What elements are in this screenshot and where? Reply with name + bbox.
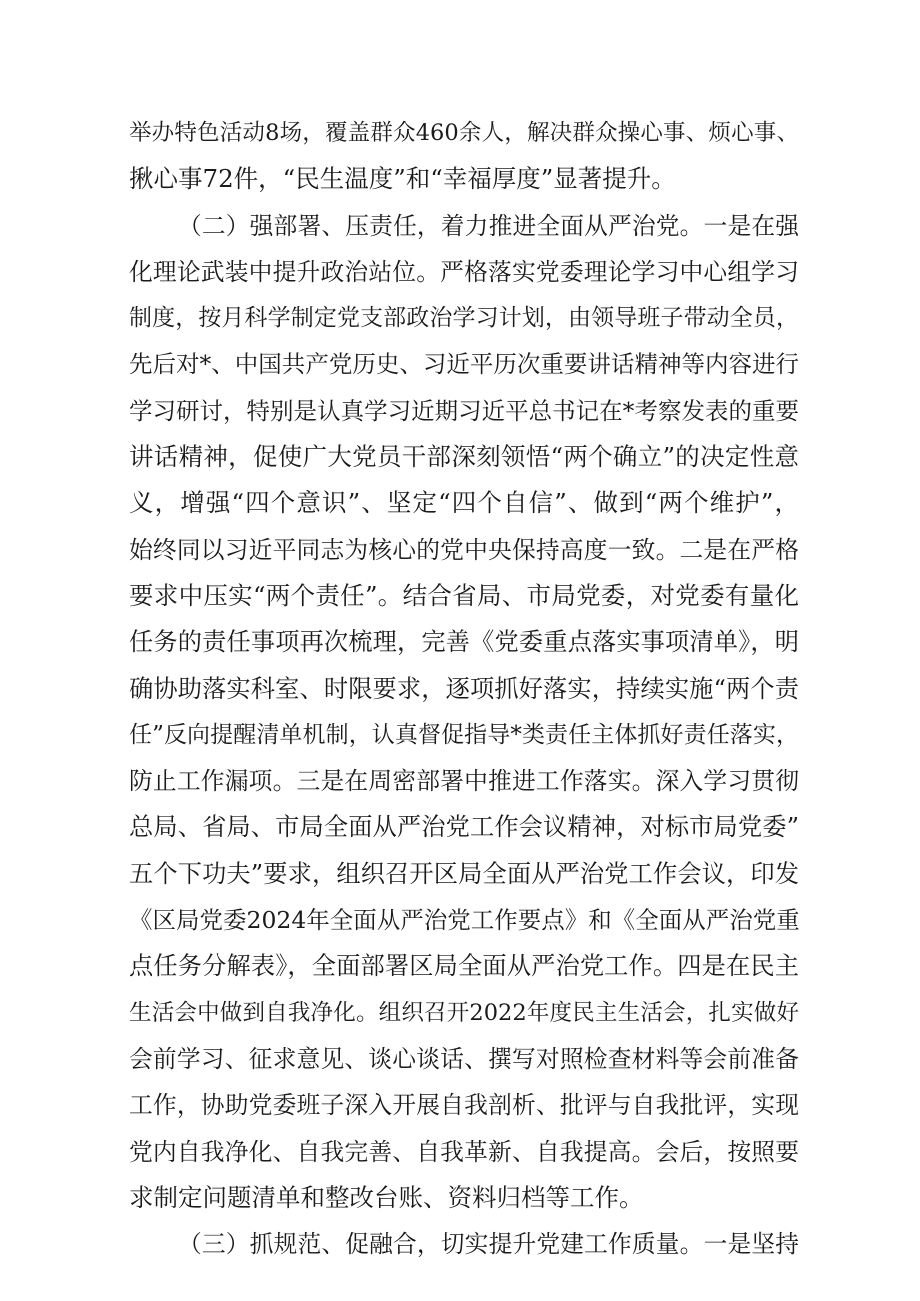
text-line: 《区局党委2024年全面从严治党工作要点》和《全面从严治党重 — [129, 906, 800, 935]
text-line: 始终同以习近平同志为核心的党中央保持高度一致。二是在严格 — [129, 535, 799, 564]
text-line: 要求中压实“两个责任”。结合省局、市局党委，对党委有量化 — [129, 580, 799, 610]
text-line: 求制定问题清单和整改台账、资料归档等工作。 — [129, 1182, 644, 1212]
text-line: 党内自我净化、自我完善、自我革新、自我提高。会后，按照要 — [129, 1137, 799, 1166]
text-line: 学习研讨，特别是认真学习近期习近平总书记在*考察发表的重要 — [129, 396, 799, 425]
text-line: 点任务分解表》，全面部署区局全面从严治党工作。四是在民主 — [129, 951, 799, 981]
text-line: 生活会中做到自我净化。组织召开2022年度民主生活会，扎实做好 — [129, 999, 799, 1026]
text-line: 化理论武装中提升政治站位。严格落实党委理论学习中心组学习 — [129, 257, 799, 286]
text-line: 揪心事72件，“民生温度”和“幸福厚度”显著提升。 — [129, 164, 676, 194]
text-line: 确协助落实科室、时限要求，逐项抓好落实，持续实施“两个责 — [129, 673, 799, 703]
text-line: 任务的责任事项再次梳理，完善《党委重点落实事项清单》，明 — [129, 627, 799, 657]
text-line: 任”反向提醒清单机制，认真督促指导*类责任主体抓好责任落实， — [129, 721, 799, 748]
document-body — [129, 110, 799, 1267]
paragraph-first-line: （二）强部署、压责任，着力推进全面从严治党。一是在强 — [178, 211, 799, 240]
text-line: 工作，协助党委班子深入开展自我剖析、批评与自我批评，实现 — [129, 1091, 799, 1120]
text-line: 讲话精神，促使广大党员干部深刻领悟“两个确立”的决定性意 — [129, 442, 799, 472]
text-line: 制度，按月科学制定党支部政治学习计划，由领导班子带动全员， — [129, 305, 799, 332]
text-line: 总局、省局、市局全面从严治党工作会议精神，对标市局党委” — [129, 812, 799, 842]
text-line: 先后对*、中国共产党历史、习近平历次重要讲话精神等内容进行 — [129, 350, 799, 379]
text-line: 防止工作漏项。三是在周密部署中推进工作落实。深入学习贯彻 — [129, 767, 799, 796]
text-line: 举办特色活动8场，覆盖群众460余人，解决群众操心事、烦心事、 — [129, 120, 799, 146]
text-line: 会前学习、征求意见、谈心谈话、撰写对照检查材料等会前准备 — [129, 1044, 799, 1073]
text-line: 五个下功夫”要求，组织召开区局全面从严治党工作会议，印发 — [129, 858, 799, 888]
paragraph-first-line: （三）抓规范、促融合，切实提升党建工作质量。一是坚持 — [178, 1230, 799, 1259]
text-line: 义，增强“四个意识”、坚定“四个自信”、做到“两个维护”， — [129, 488, 799, 518]
